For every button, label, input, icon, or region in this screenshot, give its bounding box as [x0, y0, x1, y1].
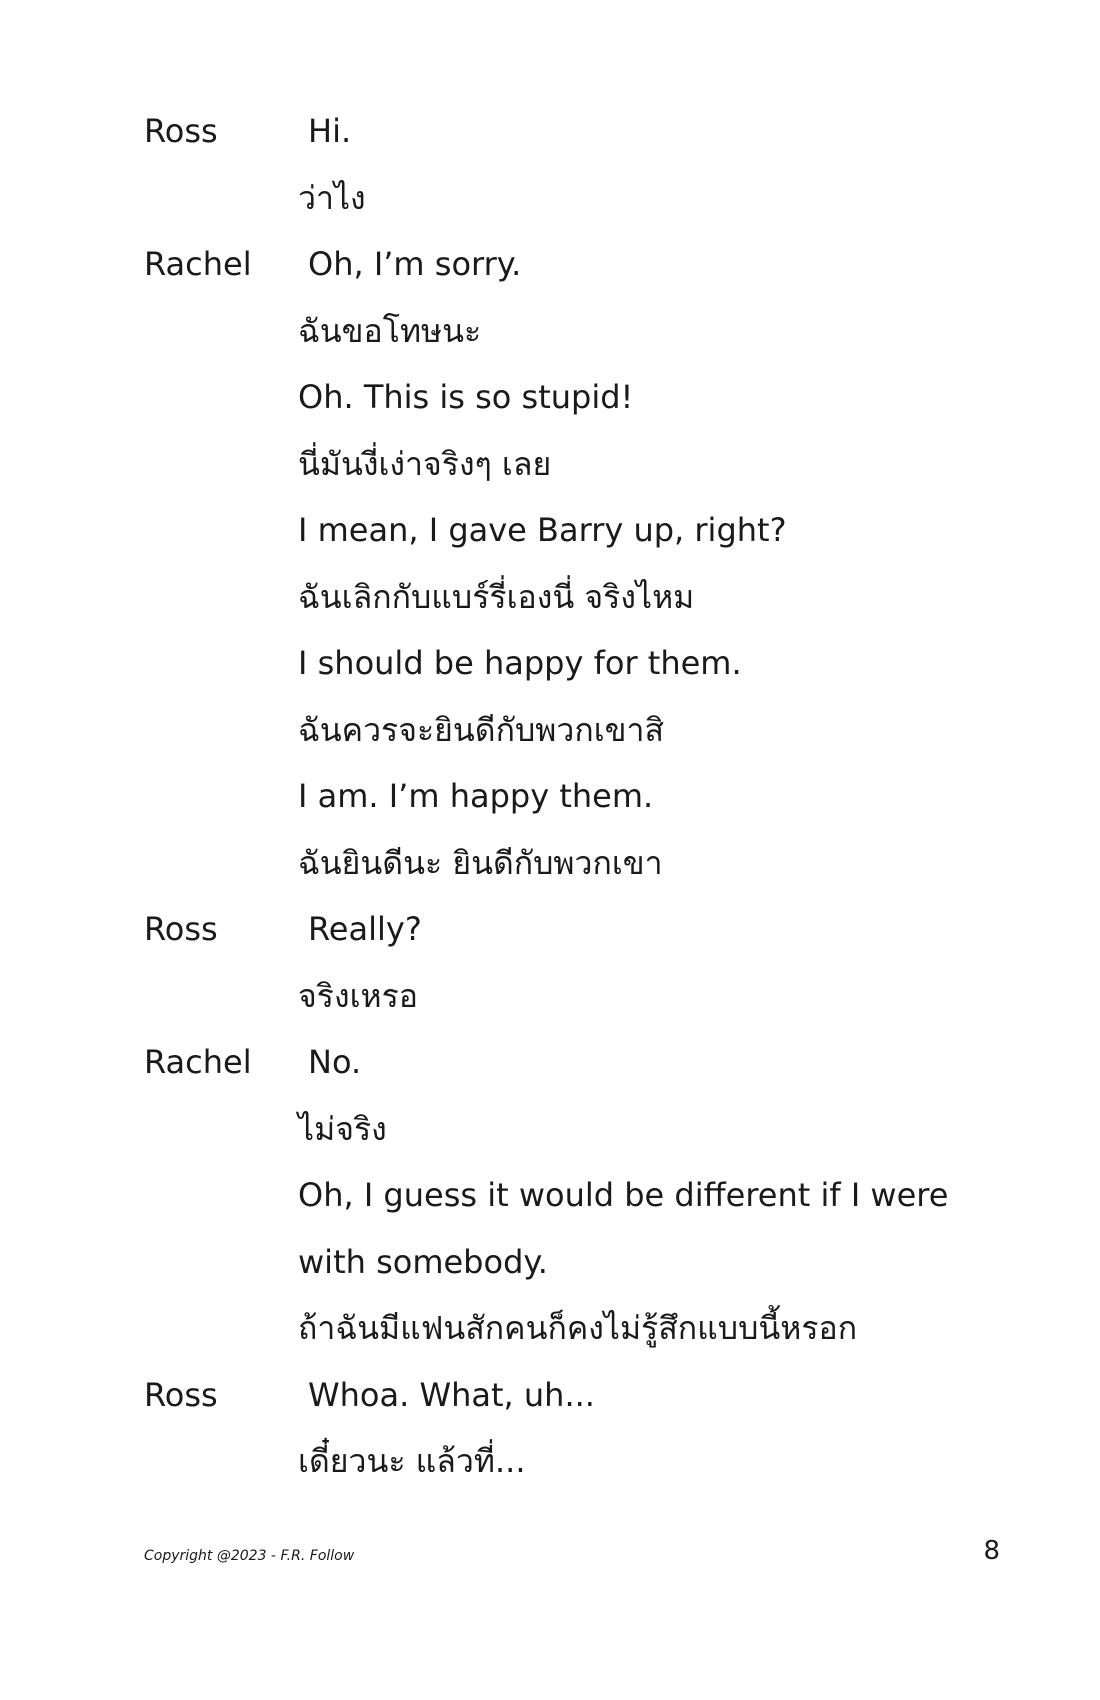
script-line [144, 896, 1014, 963]
script-line [144, 497, 1014, 564]
dialogue-text: No. [308, 1043, 362, 1081]
script-line [144, 630, 1014, 697]
dialogue-text: นี่มันงี่เง่าจริงๆ เลย [298, 444, 552, 483]
speaker-name: Ross [144, 1375, 218, 1414]
dialogue-text: Oh, I guess it would be different if I were [298, 1176, 949, 1214]
script-line [144, 98, 1014, 165]
script-line [144, 963, 1014, 1030]
script-line [144, 697, 1014, 764]
dialogue-text: ฉันขอโทษนะ [298, 311, 482, 350]
dialogue-text: ฉันควรจะยินดีกับพวกเขาสิ [298, 710, 665, 749]
copyright-notice: Copyright @2023 - F.R. Follow [144, 1548, 355, 1564]
speaker-name: Rachel [144, 1043, 252, 1081]
script-line [144, 1229, 1014, 1296]
script-line [144, 763, 1014, 830]
script-line [144, 431, 1014, 498]
script-line [144, 1428, 1014, 1495]
script-line [144, 1029, 1014, 1096]
dialogue-text: Oh. This is so stupid! [298, 378, 634, 416]
dialogue-text: I should be happy for them. [298, 644, 742, 682]
dialogue-text: ไม่จริง [298, 1109, 387, 1148]
dialogue-text: Oh, I’m sorry. [308, 245, 522, 283]
dialogue-text: ว่าไง [298, 178, 366, 217]
script-line [144, 830, 1014, 897]
dialogue-text: จริงเหรอ [298, 976, 418, 1015]
dialogue-text: I mean, I gave Barry up, right? [298, 511, 787, 549]
dialogue-text: with somebody. [298, 1242, 548, 1281]
speaker-name: Ross [144, 910, 218, 948]
dialogue-text: I am. I’m happy them. [298, 777, 654, 815]
script-line [144, 364, 1014, 431]
script-line [144, 1162, 1014, 1229]
page-number: 8 [983, 1536, 1000, 1566]
dialogue-text: ฉันยินดีนะ ยินดีกับพวกเขา [298, 843, 663, 882]
script-line [144, 165, 1014, 232]
dialogue-text: ถ้าฉันมีแฟนสักคนก็คงไม่รู้สึกแบบนี้หรอก [298, 1309, 858, 1347]
dialogue-text: Hi. [308, 112, 352, 150]
dialogue-text: Really? [308, 910, 422, 948]
dialogue-text: ฉันเลิกกับแบร์รี่เองนี่ จริงไหม [298, 577, 695, 616]
script-line [144, 298, 1014, 365]
script-line [144, 1096, 1014, 1163]
script-line [144, 1295, 1014, 1362]
script-line [144, 564, 1014, 631]
speaker-name: Ross [144, 112, 218, 150]
dialogue-text: เดี๋ยวนะ แล้วที่... [298, 1442, 526, 1480]
script-line [144, 1362, 1014, 1429]
script-body [144, 98, 1014, 1495]
dialogue-text: Whoa. What, uh... [308, 1375, 595, 1414]
script-line [144, 231, 1014, 298]
speaker-name: Rachel [144, 245, 252, 283]
